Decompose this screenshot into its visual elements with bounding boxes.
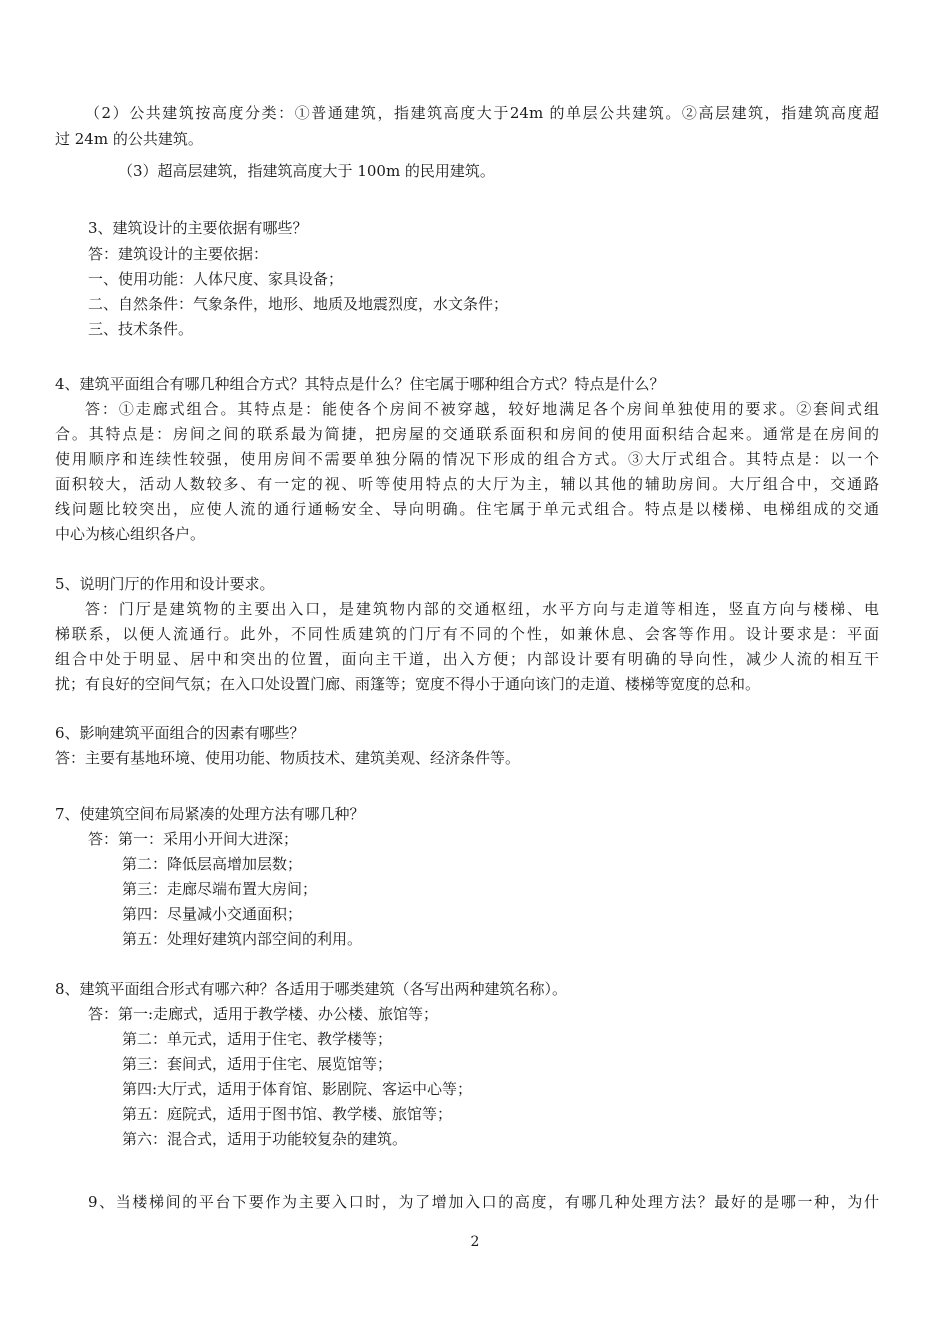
q3-item: 二、自然条件：气象条件，地形、地质及地震烈度，水文条件； [88, 295, 509, 313]
q7-item: 第三：走廊尽端布置大房间； [122, 880, 318, 898]
q4-answer-line: 答：①走廊式组合。其特点是：能使各个房间不被穿越，较好地满足各个房间单独使用的要求。②套间式组 [85, 400, 879, 418]
q4-question: 4、建筑平面组合有哪几种组合方式？其特点是什么？住宅属于哪种组合方式？特点是什么？ [55, 375, 665, 393]
q5-question: 5、说明门厅的作用和设计要求。 [55, 575, 275, 593]
q3-question: 3、建筑设计的主要依据有哪些？ [88, 219, 308, 237]
q7-item: 第二：降低层高增加层数； [122, 855, 303, 873]
q3-answer-intro: 答：建筑设计的主要依据： [88, 245, 269, 263]
q2-public-height-line1: （2）公共建筑按高度分类：①普通建筑，指建筑高度大于24m 的单层公共建筑。②高层建筑，指建筑高度超 [85, 104, 879, 122]
q8-item: 第五：庭院式，适用于图书馆、教学楼、旅馆等； [122, 1105, 453, 1123]
q9-question: 9、当楼梯间的平台下要作为主要入口时，为了增加入口的高度，有哪几种处理方法？最好的是哪一种，为什 [88, 1193, 879, 1211]
q6-answer: 答：主要有基地环境、使用功能、物质技术、建筑美观、经济条件等。 [55, 749, 521, 767]
q4-answer-line: 线问题比较突出，应使人流的通行通畅安全、导向明确。住宅属于单元式组合。特点是以楼梯、电梯组成的交通 [55, 500, 879, 518]
q5-answer-line: 组合中处于明显、居中和突出的位置，面向主干道，出入方便；内部设计要有明确的导向性，减少人流的相互干 [55, 650, 879, 668]
q3-item: 一、使用功能：人体尺度、家具设备； [88, 270, 344, 288]
q5-answer-line: 答：门厅是建筑物的主要出入口，是建筑物内部的交通枢纽，水平方向与走道等相连，竖直方向与楼梯、电 [85, 600, 879, 618]
q8-item: 第二：单元式，适用于住宅、教学楼等； [122, 1030, 393, 1048]
q3-item: 三、技术条件。 [88, 320, 194, 338]
q2-public-height-line2: 过 24m 的公共建筑。 [55, 130, 203, 148]
q8-answer-first: 答：第一:走廊式，适用于教学楼、办公楼、旅馆等； [88, 1005, 439, 1023]
q2-super-high: （3）超高层建筑，指建筑高度大于 100m 的民用建筑。 [118, 162, 495, 180]
q5-answer-line: 梯联系，以便人流通行。此外，不同性质建筑的门厅有不同的个性，如兼休息、会客等作用。设计要求是：平面 [55, 625, 879, 643]
q7-item: 第四：尽量减小交通面积； [122, 905, 303, 923]
q7-question: 7、使建筑空间布局紧凑的处理方法有哪几种？ [55, 805, 365, 823]
page-number: 2 [470, 1234, 480, 1250]
q7-answer-first: 答：第一：采用小开间大进深； [88, 830, 299, 848]
q4-answer-line: 使用顺序和连续性较强，使用房间不需要单独分隔的情况下形成的组合方式。③大厅式组合。其特点是：以一个 [55, 450, 879, 468]
q4-answer-line: 面积较大，活动人数较多、有一定的视、听等使用特点的大厅为主，辅以其他的辅助房间。大厅组合中，交通路 [55, 475, 879, 493]
q8-item: 第六：混合式，适用于功能较复杂的建筑。 [122, 1130, 408, 1148]
q6-question: 6、影响建筑平面组合的因素有哪些？ [55, 724, 305, 742]
q7-item: 第五：处理好建筑内部空间的利用。 [122, 930, 363, 948]
q4-answer-line: 合。其特点是：房间之间的联系最为简捷，把房屋的交通联系面积和房间的使用面积结合起来。通常是在房间的 [55, 425, 879, 443]
q8-item: 第四:大厅式，适用于体育馆、影剧院、客运中心等； [122, 1080, 473, 1098]
q4-answer-line: 中心为核心组织各户。 [55, 525, 206, 543]
q5-answer-line: 扰；有良好的空间气氛；在入口处设置门廊、雨篷等；宽度不得小于通向该门的走道、楼梯等宽度的总和。 [55, 675, 761, 693]
q8-question: 8、建筑平面组合形式有哪六种？各适用于哪类建筑（各写出两种建筑名称）。 [55, 980, 568, 998]
q8-item: 第三：套间式，适用于住宅、展览馆等； [122, 1055, 393, 1073]
